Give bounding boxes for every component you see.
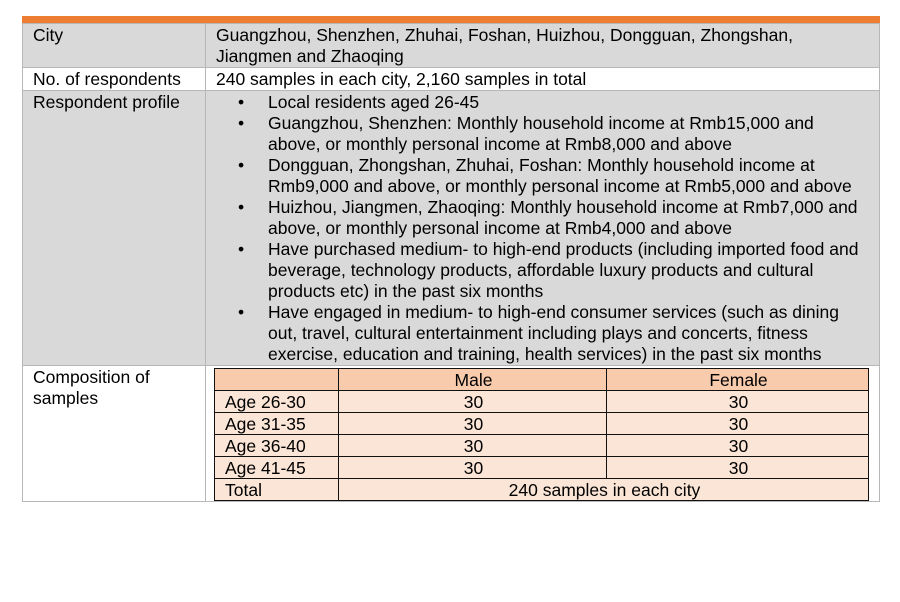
profile-value [206, 91, 880, 366]
male-cell: 30 [339, 457, 607, 479]
female-cell: 30 [607, 413, 869, 435]
composition-label: Composition of samples [23, 366, 206, 502]
profile-item: • Have purchased medium- to high-end products (including imported food and beverage, technology products, affordable luxury products and cultural products etc) in the past six months [268, 239, 871, 302]
total-label: Total [215, 479, 339, 501]
age-cell: Age 26-30 [215, 391, 339, 413]
profile-item: • Dongguan, Zhongshan, Zhuhai, Foshan: Monthly household income at Rmb9,000 and above, or monthly personal income at Rmb5,000 and above [268, 155, 871, 197]
total-value: 240 samples in each city [339, 479, 869, 501]
male-cell: 30 [339, 391, 607, 413]
profile-item: • Huizhou, Jiangmen, Zhaoqing: Monthly household income at Rmb7,000 and above, or monthly personal income at Rmb4,000 and above [268, 197, 871, 239]
header-cell-male: Male [339, 369, 607, 391]
profile-item: • Local residents aged 26-45 [268, 92, 871, 113]
respondents-row [23, 68, 880, 91]
composition-value [206, 366, 880, 502]
table-row [215, 457, 869, 479]
total-row [215, 479, 869, 501]
respondents-value: 240 samples in each city, 2,160 samples in total [206, 68, 880, 91]
female-cell: 30 [607, 457, 869, 479]
profile-item: • Have engaged in medium- to high-end consumer services (such as dining out, travel, cultural entertainment including plays and concerts, fitness exercise, education and training, health services) in the past six months [268, 302, 871, 365]
profile-row [23, 91, 880, 366]
composition-row [23, 366, 880, 502]
female-cell: 30 [607, 435, 869, 457]
male-cell: 30 [339, 435, 607, 457]
city-row [23, 24, 880, 68]
profile-label: Respondent profile [23, 91, 206, 366]
header-cell-female: Female [607, 369, 869, 391]
profile-list [216, 92, 871, 365]
accent-bar [22, 16, 880, 23]
age-cell: Age 31-35 [215, 413, 339, 435]
age-cell: Age 41-45 [215, 457, 339, 479]
composition-header [215, 369, 869, 391]
female-cell: 30 [607, 391, 869, 413]
survey-table [22, 23, 880, 502]
profile-item: • Guangzhou, Shenzhen: Monthly household income at Rmb15,000 and above, or monthly personal income at Rmb8,000 and above [268, 113, 871, 155]
city-value: Guangzhou, Shenzhen, Zhuhai, Foshan, Huizhou, Dongguan, Zhongshan, Jiangmen and Zhaoqing [206, 24, 880, 68]
age-cell: Age 36-40 [215, 435, 339, 457]
composition-table [214, 368, 869, 501]
table-row [215, 435, 869, 457]
male-cell: 30 [339, 413, 607, 435]
header-cell [215, 369, 339, 391]
respondents-label: No. of respondents [23, 68, 206, 91]
table-row [215, 413, 869, 435]
table-row [215, 391, 869, 413]
city-label: City [23, 24, 206, 68]
